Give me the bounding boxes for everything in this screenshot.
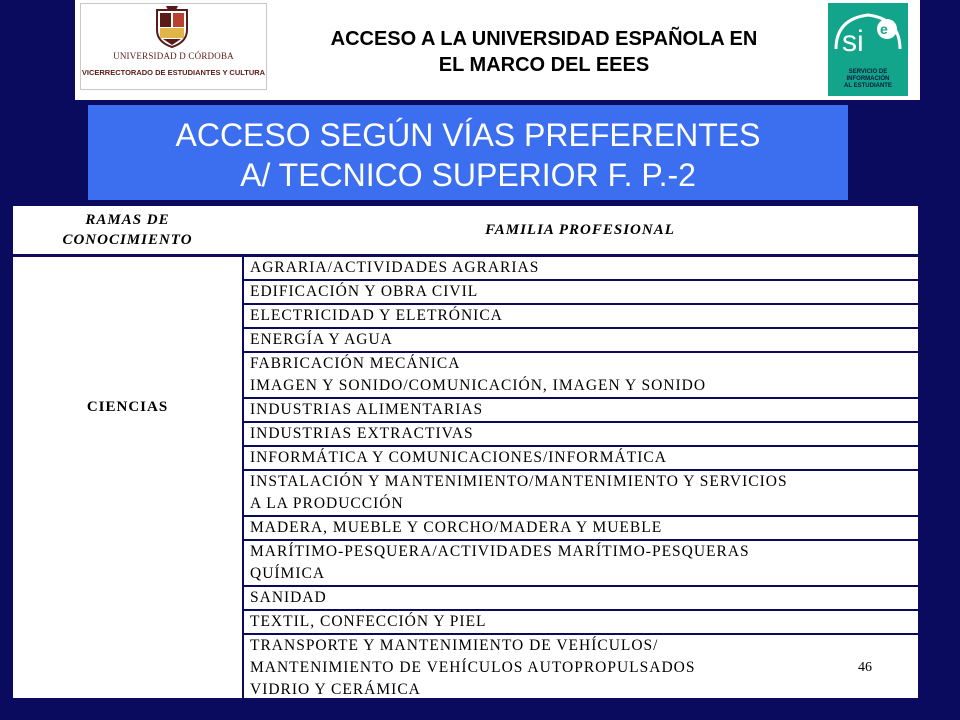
familia-row <box>244 423 918 447</box>
familia-text: INDUSTRIAS ALIMENTARIAS <box>250 401 484 418</box>
familia-row <box>244 257 918 281</box>
familia-row <box>244 353 918 399</box>
familia-row <box>244 305 918 329</box>
familia-row <box>244 635 918 703</box>
sie-caption <box>828 69 908 90</box>
familia-text: INFORMÁTICA Y COMUNICACIONES/INFORMÁTICA <box>250 449 667 466</box>
sie-caption-line-3: AL ESTUDIANTE <box>844 83 892 89</box>
familia-text: MARÍTIMO-PESQUERA/ACTIVIDADES MARÍTIMO-PESQUERAS <box>250 543 750 560</box>
university-name: UNIVERSIDAD D CÓRDOBA <box>113 51 234 61</box>
page-number: 46 <box>858 660 872 675</box>
header-rule <box>75 97 920 100</box>
familia-text: VIDRIO Y CERÁMICA <box>250 681 421 698</box>
familia-text: TRANSPORTE Y MANTENIMIENTO DE VEHÍCULOS/ <box>250 637 659 654</box>
familia-text: MADERA, MUEBLE Y CORCHO/MADERA Y MUEBLE <box>250 519 663 536</box>
column-header-familia: FAMILIA PROFESIONAL <box>485 221 675 238</box>
familia-row <box>244 587 918 611</box>
familia-row <box>244 281 918 305</box>
rama-cell: CIENCIAS <box>86 398 169 415</box>
familia-text: SANIDAD <box>250 589 327 606</box>
title-line-1: ACCESO A LA UNIVERSIDAD ESPAÑOLA EN <box>330 28 758 50</box>
vicerrectorado-name: VICERRECTORADO DE ESTUDIANTES Y CULTURA <box>81 68 266 77</box>
familia-text: A LA PRODUCCIÓN <box>250 495 404 512</box>
familia-row <box>244 541 918 587</box>
familia-text: AGRARIA/ACTIVIDADES AGRARIAS <box>250 259 540 276</box>
university-crest-icon <box>154 6 190 48</box>
svg-text:e: e <box>880 21 888 37</box>
familia-text: TEXTIL, CONFECCIÓN Y PIEL <box>250 613 487 630</box>
svg-text:si: si <box>842 25 864 58</box>
familia-row <box>244 447 918 471</box>
page-title <box>268 26 820 78</box>
column-header-ramas-line-2: CONOCIMIENTO <box>62 232 193 248</box>
column-header-ramas <box>13 206 242 254</box>
familia-text: QUÍMICA <box>250 565 326 582</box>
familia-text: EDIFICACIÓN Y OBRA CIVIL <box>250 283 479 300</box>
familia-text: ELECTRICIDAD Y ELETRÓNICA <box>250 307 503 324</box>
sie-logo-icon <box>832 5 904 67</box>
subtitle-box <box>88 105 848 200</box>
familia-text: IMAGEN Y SONIDO/COMUNICACIÓN, IMAGEN Y SONIDO <box>250 377 707 394</box>
familia-row <box>244 399 918 423</box>
sie-caption-line-1: SERVICIO DE <box>848 69 888 75</box>
familia-text: FABRICACIÓN MECÁNICA <box>250 355 461 372</box>
column-header-ramas-line-1: RAMAS DE <box>85 212 170 228</box>
familia-text: MANTENIMIENTO DE VEHÍCULOS AUTOPROPULSADOS <box>250 659 696 676</box>
familia-row <box>244 329 918 353</box>
subtitle-line-2: A/ TECNICO SUPERIOR F. P.-2 <box>240 157 696 193</box>
access-table <box>13 206 918 698</box>
familia-text: ENERGÍA Y AGUA <box>250 331 393 348</box>
familia-row <box>244 611 918 635</box>
familia-row <box>244 471 918 517</box>
university-logo <box>80 3 267 90</box>
subtitle-line-1: ACCESO SEGÚN VÍAS PREFERENTES <box>175 117 761 153</box>
subtitle <box>88 115 848 195</box>
familia-text: INDUSTRIAS EXTRACTIVAS <box>250 425 474 442</box>
sie-caption-line-2: INFORMACIÓN <box>846 76 890 82</box>
title-line-2: EL MARCO DEL EEES <box>438 54 650 76</box>
familia-row <box>244 517 918 541</box>
sie-logo <box>828 3 908 96</box>
familia-text: INSTALACIÓN Y MANTENIMIENTO/MANTENIMIENTO Y SERVICIOS <box>250 473 788 490</box>
